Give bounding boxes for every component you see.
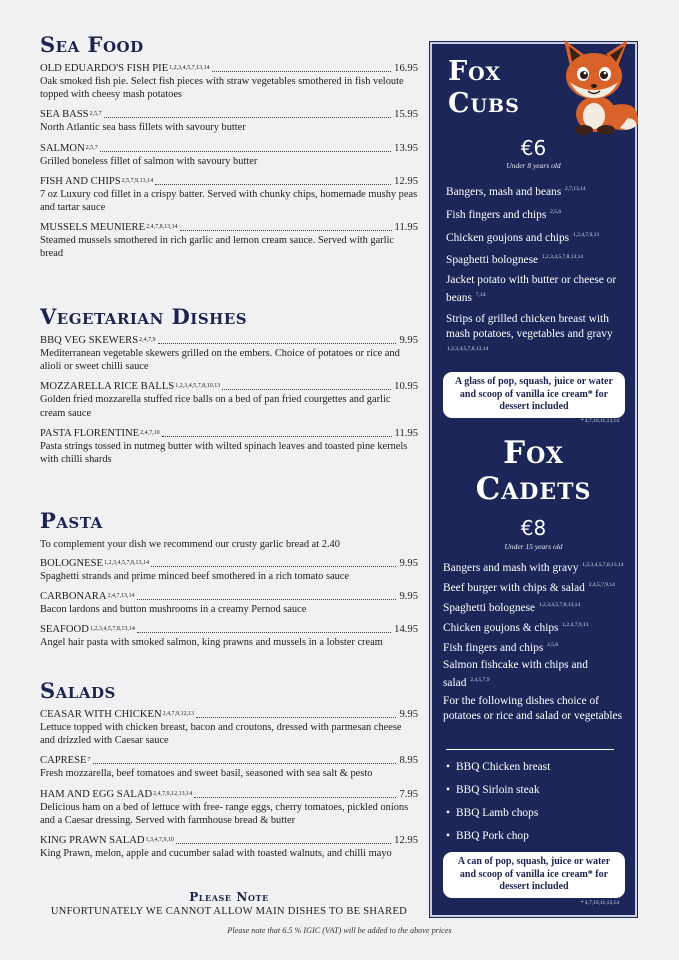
fox-mascot-icon bbox=[548, 36, 644, 138]
dish-allergens: 2,4,7,9,12,13 bbox=[162, 711, 195, 717]
dish-name: SEA BASS bbox=[40, 109, 89, 121]
dish-name: FISH AND CHIPS bbox=[40, 175, 121, 187]
dish-description: Oak smoked fish pie. Select fish pieces with straw vegetables smothered in fish veloute topped with cheesy mash potatoes bbox=[40, 76, 404, 101]
dish-allergens: 7 bbox=[87, 757, 91, 764]
cadets-item: Salmon fishcake with chips and salad $^{2,4,5,7,9}$ bbox=[443, 659, 588, 689]
dish-item bbox=[40, 623, 418, 649]
dish-description: Bacon lardons and button mushrooms in a creamy Pernod sauce bbox=[40, 604, 307, 616]
cadets-title-line1: Fox bbox=[503, 435, 564, 471]
dish-description: Steamed mussels smothered in rich garlic and lemon cream sauce. Served with garlic bread bbox=[40, 235, 395, 260]
dish-item bbox=[40, 427, 418, 466]
dish-price: 11.95 bbox=[394, 222, 418, 234]
cadets-item: Chicken goujons & chips $^{1,2,4,7,9,13}$ bbox=[443, 621, 589, 634]
dish-price: 9.95 bbox=[399, 591, 418, 603]
cadets-item: Beef burger with chips & salad $^{2,4,5,7,9,14}$ bbox=[443, 581, 615, 594]
dish-price: 16.95 bbox=[394, 63, 418, 74]
cadets-price: €8 bbox=[520, 516, 547, 540]
dish-name: MOZZARELLA RICE BALLS bbox=[40, 381, 175, 393]
dish-allergens: 2,5,7 bbox=[85, 144, 98, 151]
dish-allergens: 2,4,7,9,12,13,14 bbox=[153, 790, 193, 797]
section-title: Pasta bbox=[40, 508, 103, 533]
cadets-drink-allergens: * 4,7,10,11,13,14 bbox=[580, 900, 619, 906]
dish-price: 9.95 bbox=[399, 558, 418, 569]
bbq-item: • BBQ Chicken breast bbox=[446, 761, 550, 773]
section-title: Sea Food bbox=[40, 32, 144, 57]
dish-description: North Atlantic sea bass fillets with savoury butter bbox=[40, 122, 246, 134]
dish-price: 14.95 bbox=[394, 624, 418, 636]
cubs-item: Spaghetti bolognese $^{1,2,3,4,5,7,8,13,14}$ bbox=[446, 253, 584, 266]
dish-name: CAPRESE bbox=[40, 755, 87, 767]
cadets-item: Spaghetti bolognese $^{1,2,3,4,5,7,8,13,14}$ bbox=[443, 601, 581, 614]
dish-description: Pasta strings tossed in nutmeg butter with wilted spinach leaves and toasted pine kernels with chilli shards bbox=[40, 440, 408, 466]
dish-price: 15.95 bbox=[394, 109, 418, 121]
divider bbox=[446, 749, 614, 750]
dish-price: 11.95 bbox=[394, 427, 418, 439]
cadets-drink-box: A can of pop, squash, juice or water and scoop of vanilla ice cream* for dessert included bbox=[443, 852, 625, 898]
dish-allergens: 2,5,7,9,13,14 bbox=[121, 177, 154, 184]
dish-item bbox=[40, 754, 418, 780]
cadets-title-line2: Cadets bbox=[475, 471, 592, 507]
dish-allergens: 2,5,7 bbox=[89, 111, 102, 118]
section-title: Vegetarian Dishes bbox=[40, 304, 248, 329]
cadets-item: Fish fingers and chips $^{2,5,6}$ bbox=[443, 641, 559, 654]
dish-allergens: 1,3,4,7,9,10 bbox=[145, 837, 174, 844]
dish-item bbox=[40, 557, 418, 583]
dish-allergens: 2,4,7,9 bbox=[139, 337, 156, 343]
dish-item bbox=[40, 590, 418, 616]
cubs-title-line2: Cubs bbox=[448, 88, 520, 119]
dish-name: MUSSELS MEUNIERE bbox=[40, 222, 146, 234]
dish-price: 12.95 bbox=[394, 835, 418, 847]
dish-item bbox=[40, 221, 418, 260]
dish-item bbox=[40, 142, 418, 168]
dish-allergens: 1,2,3,4,5,7,8,13,14 bbox=[103, 560, 149, 566]
dish-description: King Prawn, melon, apple and cucumber salad with toasted walnuts, and chilli mayo bbox=[40, 848, 392, 860]
dish-description: Mediterranean vegetable skewers grilled on the embers. Choice of potatoes or rice and alioli or sweet chilli sauce bbox=[40, 348, 400, 373]
cubs-item: Strips of grilled chicken breast with mash potatoes, vegetables and gravy $^{1,2,3,4,5,7,8,13,14}$ bbox=[446, 313, 613, 352]
section-pasta bbox=[40, 510, 418, 657]
section-seafood bbox=[40, 34, 418, 268]
dish-allergens: 2,4,7,8,13,14 bbox=[146, 224, 178, 231]
dish-name: CARBONARA bbox=[40, 591, 107, 603]
dish-description: Angel hair pasta with smoked salmon, king prawns and mussels in a lobster cream bbox=[40, 637, 383, 649]
bbq-item: • BBQ Pork chop bbox=[446, 830, 529, 842]
dish-item bbox=[40, 788, 418, 827]
cubs-title-line1: Fox bbox=[448, 56, 502, 87]
dish-item bbox=[40, 708, 418, 747]
dish-description: Golden fried mozzarella stuffed rice balls on a bed of pan fried courgettes and garlic cream sauce bbox=[40, 394, 391, 419]
dish-allergens: 1,2,3,4,5,7,8,10,13 bbox=[175, 383, 221, 390]
dish-allergens: 2,4,7,13,14 bbox=[107, 593, 135, 600]
cadets-choice-note: For the following dishes choice of potatoes or rice and salad or vegetables bbox=[443, 695, 623, 722]
dish-price: 7.95 bbox=[399, 788, 418, 800]
dish-allergens: 2,4,7,10 bbox=[140, 429, 160, 436]
cubs-drink-allergens: * 4,7,10,11,13,14 bbox=[580, 418, 619, 424]
dish-name: CEASAR WITH CHICKEN bbox=[40, 709, 162, 720]
dish-item bbox=[40, 834, 418, 860]
dish-price: 9.95 bbox=[399, 335, 418, 346]
vat-note: Please note that 6.5 % IGIC (VAT) will be added to the above prices bbox=[227, 926, 452, 935]
cubs-age: Under 8 years old bbox=[506, 161, 561, 170]
cadets-age: Under 15 years old bbox=[504, 542, 563, 551]
dish-name: KING PRAWN SALAD bbox=[40, 835, 145, 847]
dish-description: Spaghetti strands and prime minced beef smothered in a rich tomato sauce bbox=[40, 571, 350, 582]
dish-price: 10.95 bbox=[394, 381, 418, 393]
please-note-text: UNFORTUNATELY WE CANNOT ALLOW MAIN DISHES TO BE SHARED bbox=[50, 906, 408, 917]
bbq-item: • BBQ Sirloin steak bbox=[446, 784, 540, 796]
dish-name: SALMON bbox=[40, 142, 85, 154]
dish-allergens: 1,2,3,4,5,7,13,14 bbox=[169, 65, 210, 71]
dish-item bbox=[40, 175, 418, 214]
dish-price: 8.95 bbox=[399, 755, 418, 767]
dish-item bbox=[40, 334, 418, 373]
section-vegetarian bbox=[40, 306, 418, 473]
dish-name: BBQ VEG SKEWERS bbox=[40, 335, 139, 346]
dish-allergens: 1,2,3,4,5,7,8,13,14 bbox=[89, 626, 135, 633]
dish-description: Fresh mozzarella, beef tomatoes and sweet basil, seasoned with sea salt & pesto bbox=[40, 768, 373, 780]
cubs-item: Chicken goujons and chips $^{1,2,4,7,9,13}$ bbox=[446, 231, 600, 244]
dish-name: OLD EDUARDO'S FISH PIE bbox=[40, 63, 169, 74]
please-note bbox=[40, 890, 418, 917]
section-title: Salads bbox=[40, 678, 116, 703]
dish-price: 9.95 bbox=[399, 709, 418, 720]
cubs-price: €6 bbox=[520, 136, 547, 160]
dish-name: BOLOGNESE bbox=[40, 558, 103, 569]
cubs-item: Fish fingers and chips $^{2,5,6}$ bbox=[446, 208, 562, 221]
dish-name: PASTA FLORENTINE bbox=[40, 427, 140, 439]
cubs-item: Bangers, mash and beans $^{2,7,13,14}$ bbox=[446, 185, 586, 198]
dish-description: 7 oz Luxury cod fillet in a crispy batter. Served with chunky chips, homemade mushy peas and tartar sauce bbox=[40, 188, 418, 214]
dish-description: Grilled boneless fillet of salmon with savoury butter bbox=[40, 155, 258, 167]
cubs-item: Jacket potato with butter or cheese or beans $^{7,14}$ bbox=[446, 274, 617, 304]
dish-description: Lettuce topped with chicken breast, bacon and croutons, dressed with parmesan cheese and drizzled with Caesar sauce bbox=[40, 722, 402, 747]
dish-name: HAM AND EGG SALAD bbox=[40, 788, 153, 800]
section-salads bbox=[40, 680, 418, 867]
dish-price: 13.95 bbox=[394, 142, 418, 154]
cadets-item: Bangers and mash with gravy $^{1,2,3,4,5,7,8,13,14}$ bbox=[443, 561, 624, 574]
kids-menu-panel bbox=[430, 42, 637, 917]
dish-price: 12.95 bbox=[394, 175, 418, 187]
dish-name: SEAFOOD bbox=[40, 624, 89, 636]
dish-description: Delicious ham on a bed of lettuce with free- range eggs, cherry tomatoes, pickled onions and a Caesar dressing. Served with farmhouse bread & butter bbox=[40, 801, 409, 826]
please-note-title: Please Note bbox=[189, 890, 269, 904]
dish-item bbox=[40, 380, 418, 419]
cubs-drink-box: A glass of pop, squash, juice or water and scoop of vanilla ice cream* for dessert included bbox=[443, 372, 625, 418]
dish-item bbox=[40, 62, 418, 101]
dish-item bbox=[40, 108, 418, 134]
bbq-item: • BBQ Lamb chops bbox=[446, 807, 538, 819]
section-note: To complement your dish we recommend our crusty garlic bread at 2.40 bbox=[40, 539, 340, 550]
